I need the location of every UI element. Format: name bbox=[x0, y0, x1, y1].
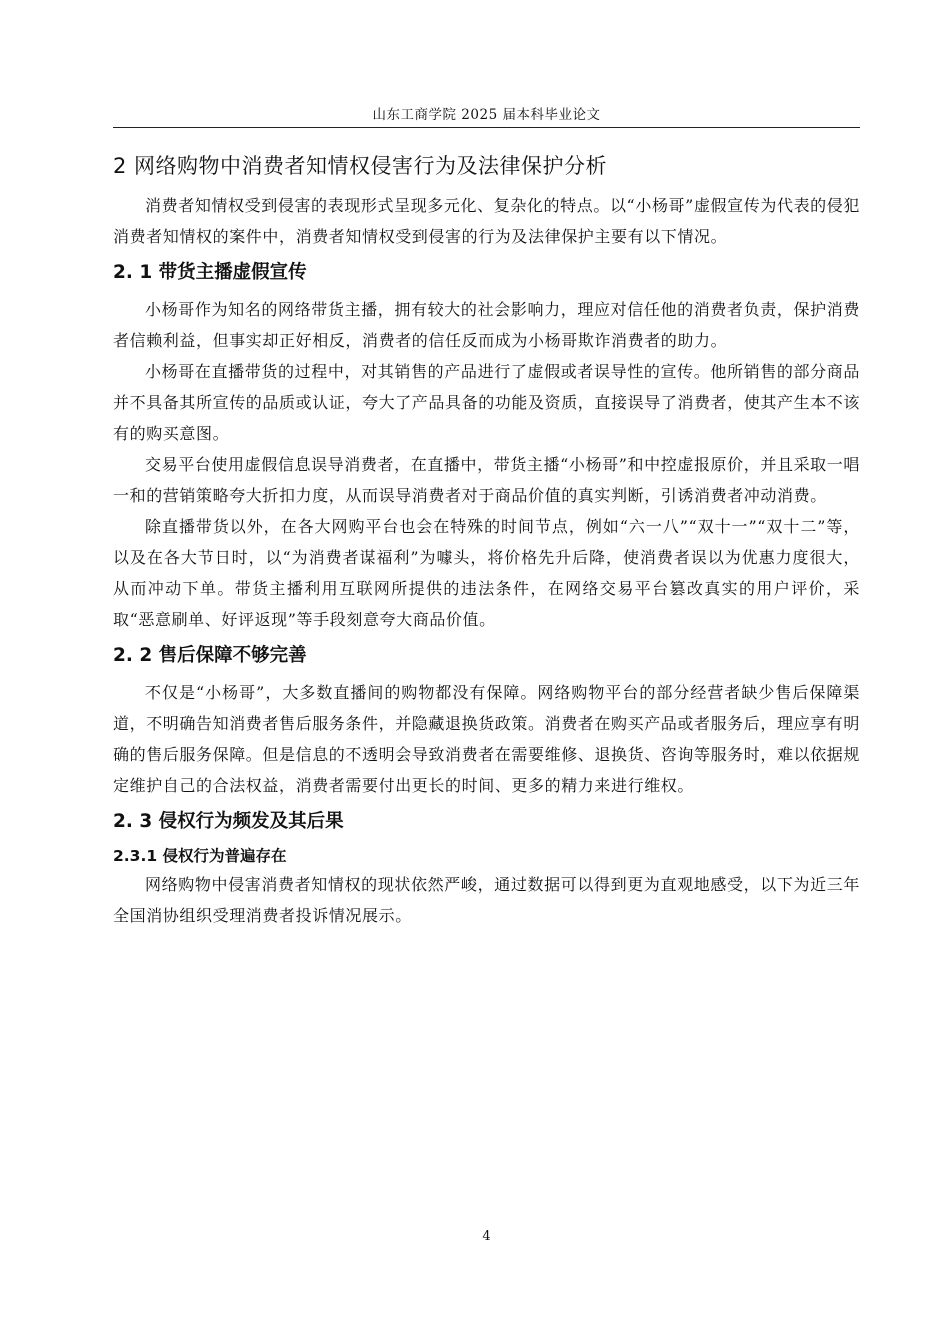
paragraph: 网络购物中侵害消费者知情权的现状依然严峻，通过数据可以得到更为直观地感受，以下为近三年全国消协组织受理消费者投诉情况展示。 bbox=[113, 875, 860, 925]
chapter-heading: 2 网络购物中消费者知情权侵害行为及法律保护分析 bbox=[113, 154, 608, 178]
subsection-heading-2-3-1: 2.3.1 侵权行为普遍存在 bbox=[113, 847, 287, 865]
section-heading-2-1: 2. 1 带货主播虚假宣传 bbox=[113, 262, 307, 283]
paragraph: 除直播带货以外，在各大网购平台也会在特殊的时间节点，例如“六一八”“双十一”“双十二”等，以及在各大节日时，以“为消费者谋福利”为噱头，将价格先升后降，使消费者误以为优惠力度很大，从而冲动下单。带货主播利用互联网所提供的违法条件，在网络交易平台篡改真实的用户评价，采取“恶意刷单、好评返现”等手段刻意夸大商品价值。 bbox=[113, 517, 860, 629]
section-heading-2-3: 2. 3 侵权行为频发及其后果 bbox=[113, 811, 344, 832]
header-rule bbox=[113, 127, 860, 128]
paragraph: 交易平台使用虚假信息误导消费者，在直播中，带货主播“小杨哥”和中控虚报原价，并且采取一唱一和的营销策略夸大折扣力度，从而误导消费者对于商品价值的真实判断，引诱消费者冲动消费。 bbox=[113, 455, 860, 505]
paragraph: 小杨哥作为知名的网络带货主播，拥有较大的社会影响力，理应对信任他的消费者负责，保护消费者信赖利益，但事实却正好相反，消费者的信任反而成为小杨哥欺诈消费者的助力。 bbox=[113, 300, 860, 350]
running-header: 山东工商学院 2025 届本科毕业论文 bbox=[372, 107, 601, 123]
section-heading-2-2: 2. 2 售后保障不够完善 bbox=[113, 645, 307, 666]
chapter-intro: 消费者知情权受到侵害的表现形式呈现多元化、复杂化的特点。以“小杨哥”虚假宣传为代表的侵犯消费者知情权的案件中，消费者知情权受到侵害的行为及法律保护主要有以下情况。 bbox=[113, 196, 860, 246]
page-body bbox=[113, 148, 860, 931]
paragraph: 小杨哥在直播带货的过程中，对其销售的产品进行了虚假或者误导性的宣传。他所销售的部分商品并不具备其所宣传的品质或认证，夸大了产品具备的功能及资质，直接误导了消费者，使其产生本不该有的购买意图。 bbox=[113, 362, 861, 443]
paragraph: 不仅是“小杨哥”，大多数直播间的购物都没有保障。网络购物平台的部分经营者缺少售后保障渠道，不明确告知消费者售后服务条件，并隐藏退换货政策。消费者在购买产品或者服务后，理应享有明确的售后服务保障。但是信息的不透明会导致消费者在需要维修、退换货、咨询等服务时，难以依据规定维护自己的合法权益，消费者需要付出更长的时间、更多的精力来进行维权。 bbox=[113, 683, 861, 795]
page-number: 4 bbox=[482, 1229, 491, 1244]
